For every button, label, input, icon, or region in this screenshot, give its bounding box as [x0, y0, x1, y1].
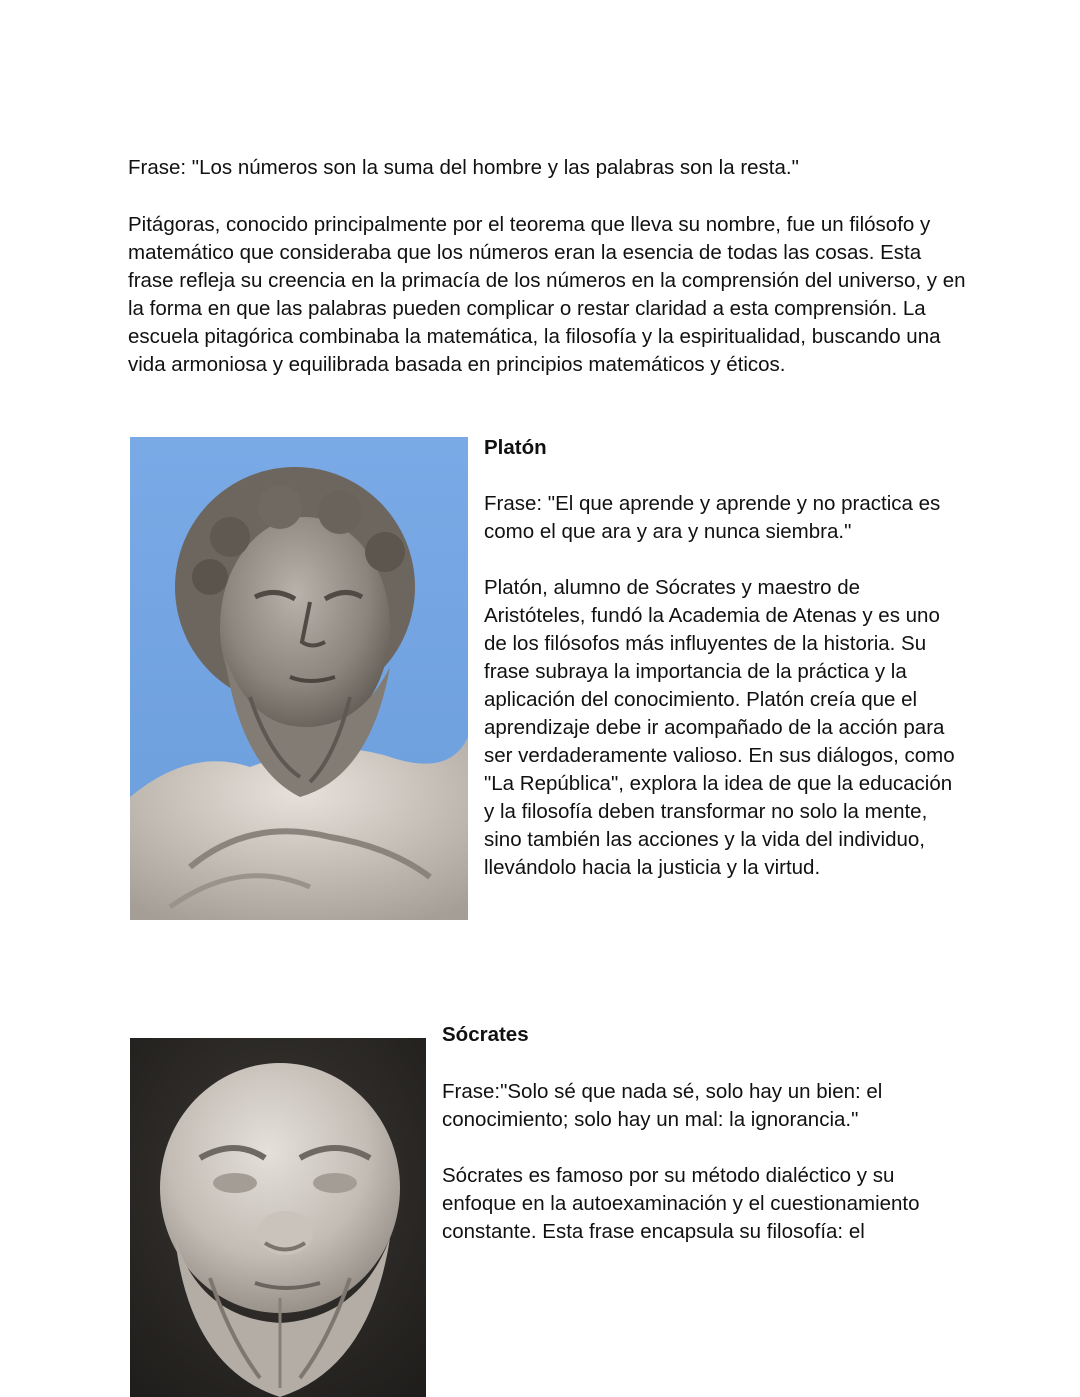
socrates-bust-image	[130, 1038, 426, 1397]
socrates-title: Sócrates	[442, 1023, 529, 1046]
platon-title: Platón	[484, 436, 547, 459]
platon-quote: Frase: "El que aprende y aprende y no practica es como el que ara y ara y nunca siembra."	[484, 492, 941, 543]
socrates-description: Sócrates es famoso por su método dialéctico y su enfoque en la autoexaminación y el cuestionamiento constante. Esta frase encapsula su filosofía: el	[442, 1164, 920, 1243]
pitagoras-description: Pitágoras, conocido principalmente por el teorema que lleva su nombre, fue un filósofo y matemático que consideraba que los números eran la esencia de todas las cosas. Esta frase refleja su creencia en la primacía de los números en la comprensión del universo, y en la forma en que las palabras pueden complicar o restar claridad a esta comprensión. La escuela pitagórica combinaba la matemática, la filosofía y la espiritualidad, buscando una vida armoniosa y equilibrada basada en principios matemáticos y éticos.	[128, 213, 966, 376]
platon-description: Platón, alumno de Sócrates y maestro de Aristóteles, fundó la Academia de Atenas y es uno de los filósofos más influyentes de la historia. Su frase subraya la importancia de la práctica y la aplicación del conocimiento. Platón creía que el aprendizaje debe ir acompañado de la acción para ser verdaderamente valioso. En sus diálogos, como "La República", explora la idea de que la educación y la filosofía deben transformar no solo la mente, sino también las acciones y la vida del individuo, llevándolo hacia la justicia y la virtud.	[484, 576, 955, 879]
platon-bust-image	[130, 437, 468, 920]
socrates-quote: Frase:"Solo sé que nada sé, solo hay un bien: el conocimiento; solo hay un mal: la ignorancia."	[442, 1080, 883, 1131]
pitagoras-quote: Frase: "Los números son la suma del hombre y las palabras son la resta."	[128, 156, 799, 179]
